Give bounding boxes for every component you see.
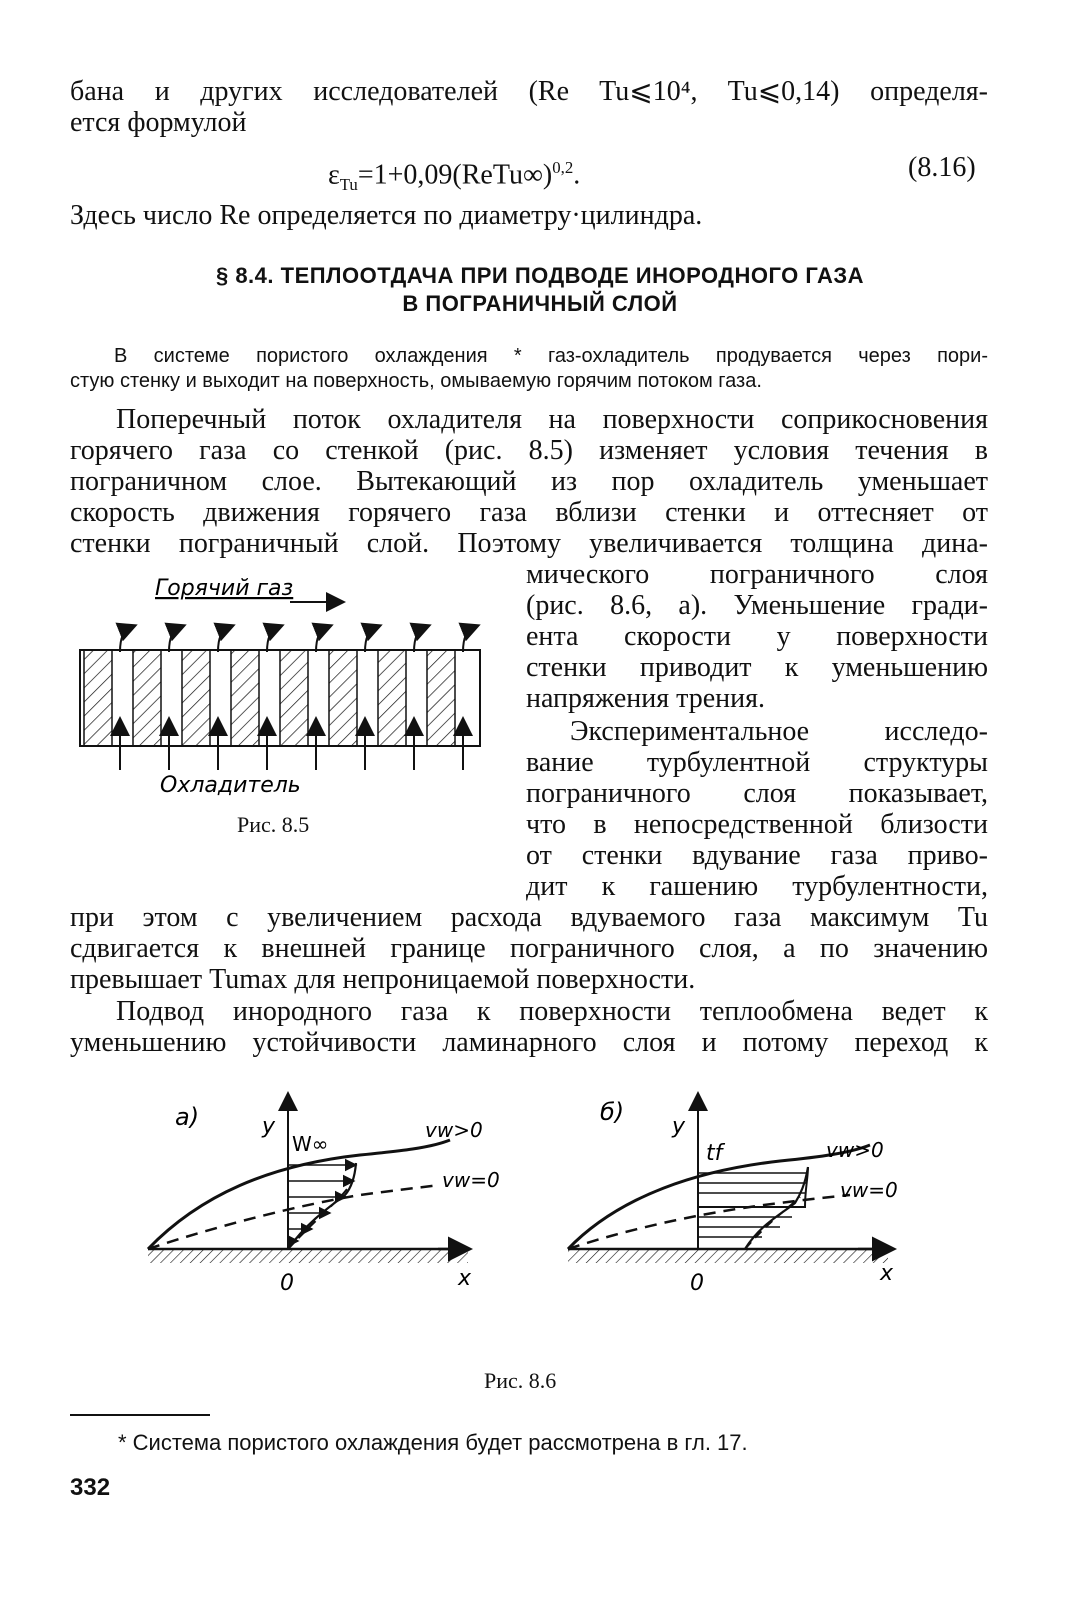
text-line: скорость движения горячего газа вблизи стенки и оттесняет от [70,497,988,528]
formula-body: =1+0,09(ReTu∞) [357,159,553,191]
text-line: превышает Tumax для непроницаемой поверхности. [70,964,696,995]
wall-block [378,650,406,746]
label-vw-positive: vw>0 [826,1138,884,1162]
text-line: уменьшению устойчивости ламинарного слоя и потому переход к [70,1027,988,1058]
exit-arrow [120,626,134,652]
text-line: сдвигается к внешней границе пограничного слоя, а по значению [70,933,988,964]
section-heading: В ПОГРАНИЧНЫЙ СЛОЙ [402,291,678,316]
text-line: стенки приводит к уменьшению [526,652,988,683]
wall-block [133,650,161,746]
label-t-f: tf [706,1141,723,1166]
label-vw-zero: vw=0 [840,1178,898,1202]
axis-y-label: y [672,1114,686,1139]
exit-arrow [169,626,183,652]
exit-arrow [267,626,281,652]
boundary-layer-impermeable [568,1195,850,1249]
formula-subscript: Tu [339,174,358,194]
text-line: пограничном слое. Вытекающий из пор охладитель уменьшает [70,466,988,497]
wall-hatching [148,1249,468,1263]
wall-hatching [568,1249,888,1263]
text-line: Подвод инородного газа к поверхности теплообмена ведет к [116,996,988,1027]
velocity-profile-blowing [288,1163,356,1249]
abstract-line: стую стенку и выходит на поверхность, омываемую горячим потоком газа. [70,370,762,392]
text-line: мического пограничного слоя [526,559,988,590]
figure-caption: Рис. 8.5 [237,812,310,837]
origin-label: 0 [280,1271,294,1296]
axis-y-label: y [262,1114,276,1139]
velocity-profile-impermeable [288,1185,350,1249]
equation-number: (8.16) [908,152,976,183]
text-line: Экспериментальное исследо- [570,716,988,747]
label-a: а) [175,1103,200,1131]
figure-8-5 [60,570,510,840]
wall-block [182,650,210,746]
label-b: б) [600,1098,625,1126]
text-line: Поперечный поток охладителя на поверхности соприкосновения [116,404,988,435]
boundary-layer-blowing [148,1140,450,1249]
wall-block [84,650,112,746]
footnote: * Система пористого охлаждения будет рассмотрена в гл. 17. [118,1430,748,1455]
text-line: (рис. 8.6, а). Уменьшение гради- [526,590,988,621]
text-line: бана и других исследователей (Re Tu⩽10⁴, Tu⩽0,14) определя- [70,76,988,107]
label-coolant: Охладитель [160,773,301,798]
figure-8-6 [140,1085,930,1355]
axis-x-label: x [458,1266,472,1291]
wall-block [231,650,259,746]
formula [328,152,580,200]
label-hot-gas: Горячий газ [155,576,294,601]
text-line: ется формулой [70,107,247,138]
text-line: вание турбулентной структуры [526,747,988,778]
text-line: пограничного слоя показывает, [526,778,988,809]
figure-8-6b [568,1095,898,1296]
formula-end: . [573,159,581,191]
exit-arrow [414,626,428,652]
label-vw-zero: vw=0 [442,1168,500,1192]
text-line: горячего газа со стенкой (рис. 8.5) изменяет условия течения в [70,435,988,466]
figure-caption: Рис. 8.6 [484,1368,557,1393]
label-w-inf: W∞ [292,1132,329,1156]
label-vw-positive: vw>0 [425,1118,483,1142]
formula-exponent: 0,2 [552,158,574,177]
text-line: от стенки вдувание газа приво- [526,840,988,871]
section-heading: § 8.4. ТЕПЛООТДАЧА ПРИ ПОДВОДЕ ИНОРОДНОГО ГАЗА [215,263,865,288]
text-line: что в непосредственной близости [526,809,988,840]
text-line: напряжения трения. [526,683,766,714]
porous-wall [80,650,480,746]
exit-arrow [365,626,379,652]
origin-label: 0 [690,1271,704,1296]
text-line: при этом с увеличением расхода вдуваемого газа максимум Tu [70,902,988,933]
abstract-line: В системе пористого охлаждения * газ-охладитель продувается через пори- [114,345,988,367]
text-line: дит к гашению турбулентности, [526,871,988,902]
wall-block [427,650,455,746]
exit-arrow [316,626,330,652]
footnote-rule [70,1414,210,1416]
exit-arrow [463,626,477,652]
exit-arrow [218,626,232,652]
wall-block [329,650,357,746]
figure-8-6a [148,1095,500,1296]
axis-x-label: x [880,1261,894,1286]
wall-block [280,650,308,746]
text-line: стенки пограничный слой. Поэтому увеличивается толщина дина- [70,528,988,559]
text-line: ента скорости у поверхности [526,621,988,652]
page-number: 332 [70,1474,111,1501]
velocity-arrows [288,1165,356,1241]
formula-epsilon: ε [328,159,340,191]
text-line: Здесь число Re определяется по диаметру·цилиндра. [70,200,703,231]
